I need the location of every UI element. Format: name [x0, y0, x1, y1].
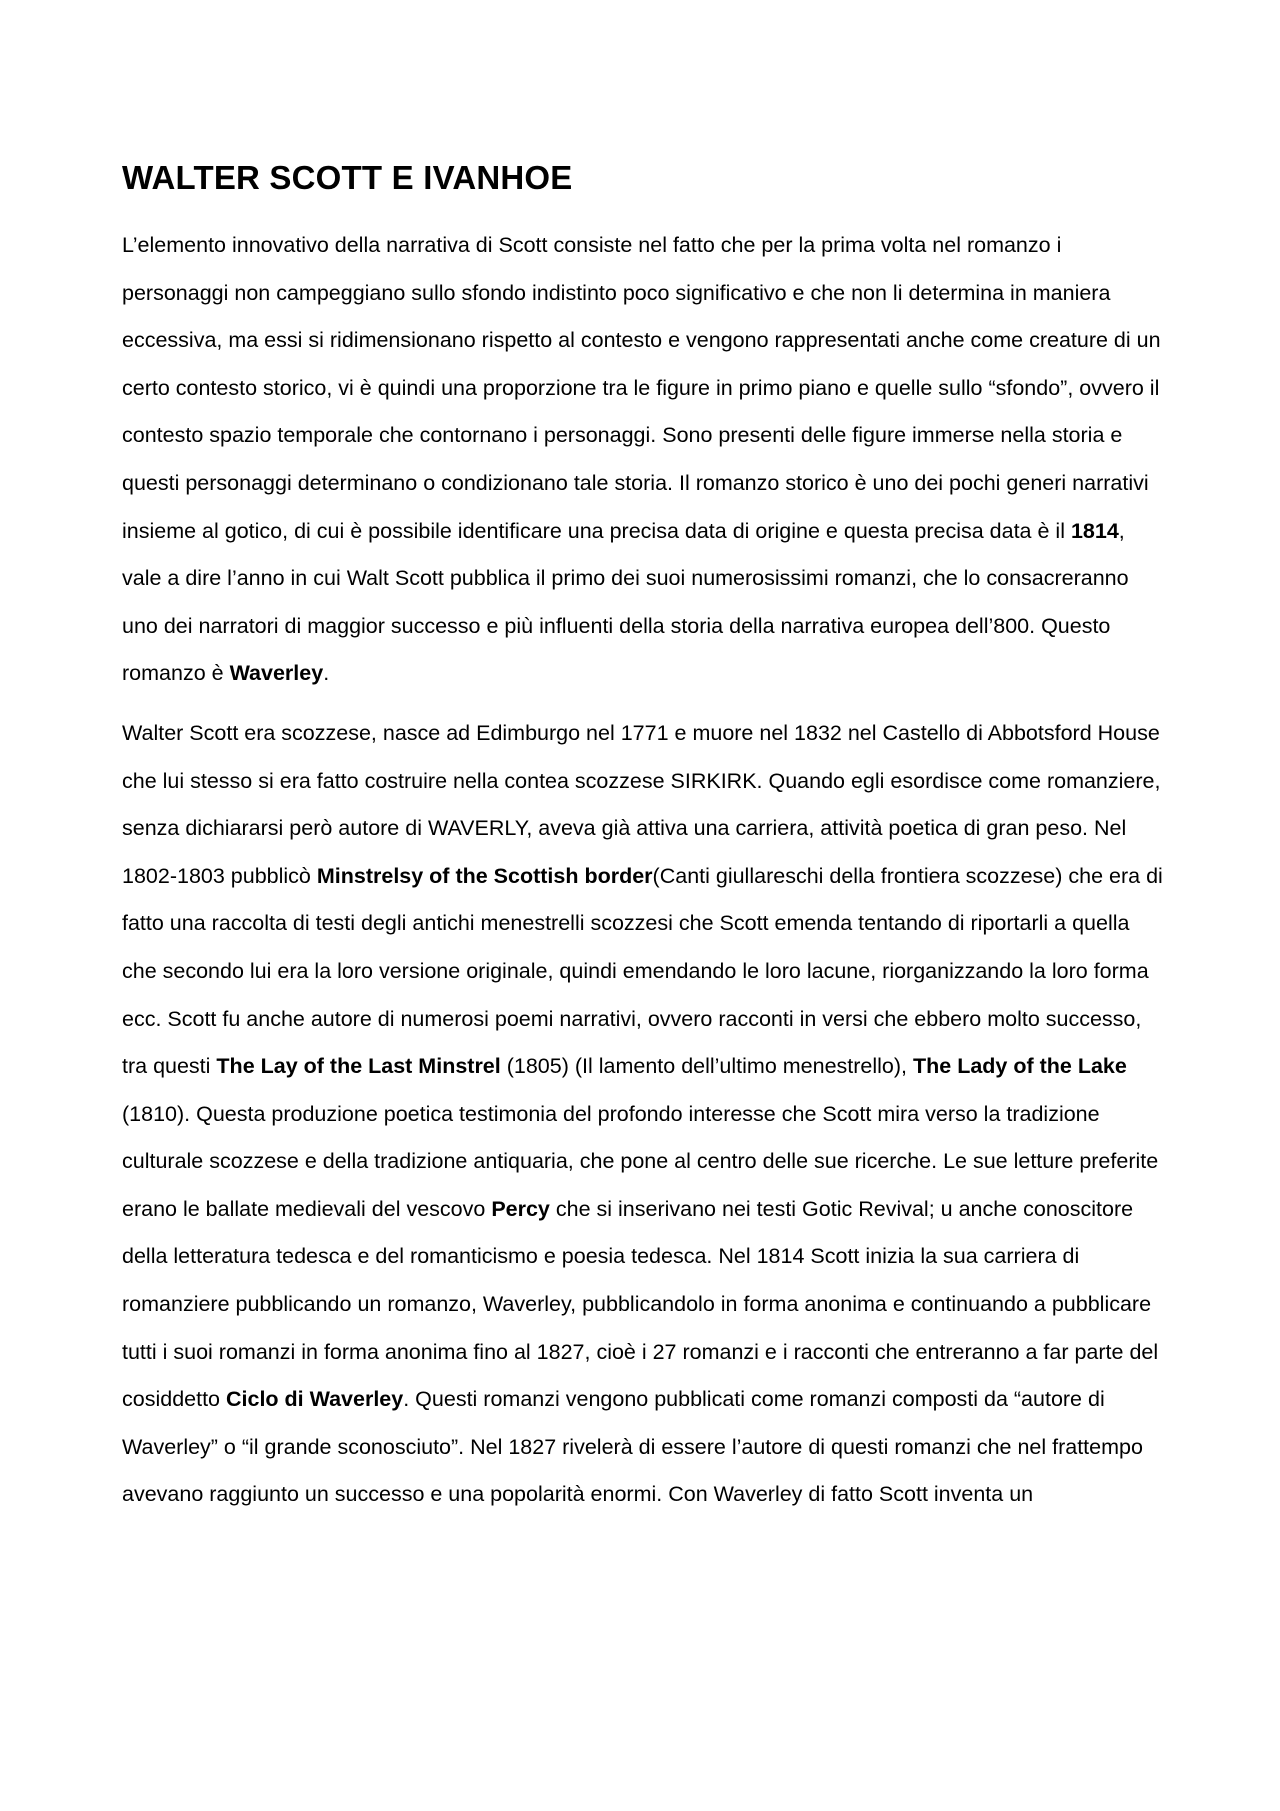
paragraph-2-text-6: . Questi romanzi vengono pubblicati come romanzi composti da “autore di Waverley” o “il grande sconosciuto”. Nel 1827 rivelerà di essere l’autore di questi romanzi che nel frattempo avevano raggiunto un successo e una popolarità enormi. Con Waverley di fatto Scott inventa un — [122, 1387, 1143, 1507]
paragraph-1-text-2: , vale a dire l’anno in cui Walt Scott pubblica il primo dei suoi numerosissimi romanzi, che lo consacreranno uno dei narratori di maggior successo e più influenti della storia della narrativa europea dell’800. Questo romanzo è — [122, 518, 1129, 686]
paragraph-1 — [122, 222, 1164, 698]
ciclo-di-waverley: Ciclo di Waverley — [225, 1387, 404, 1412]
document-body — [122, 152, 1164, 1531]
novel-waverley: Waverley — [229, 661, 324, 686]
name-percy: Percy — [491, 1196, 550, 1221]
year-1814: 1814 — [1070, 518, 1119, 543]
work-minstrelsy: Minstrelsy of the Scottish border — [316, 863, 653, 888]
work-lady-of-the-lake: The Lady of the Lake — [913, 1054, 1127, 1079]
paragraph-2-text-3: (1805) (Il lamento dell’ultimo menestrello), — [500, 1054, 913, 1079]
paragraph-2-text-2: (Canti giullareschi della frontiera scozzese) che era di fatto una raccolta di testi degli antichi menestrelli scozzesi che Scott emenda tentando di riportarli a quella che secondo lui era la loro versione originale, quindi emendando le loro lacune, riorganizzando la loro forma ecc. Scott fu anche autore di numerosi poemi narrativi, ovvero racconti in versi che ebbero molto successo, tra questi — [122, 863, 1163, 1079]
document-title: WALTER SCOTT E IVANHOE — [122, 159, 573, 196]
paragraph-2-text-5: che si inserivano nei testi Gotic Revival; u anche conoscitore della letteratura tedesca e del romanticismo e poesia tedesca. Nel 1814 Scott inizia la sua carriera di romanziere pubblicando un romanzo, Waverley, pubblicandolo in forma anonima e continuando a pubblicare tutti i suoi romanzi in forma anonima fino al 1827, cioè i 27 romanzi e i racconti che entreranno a far parte del cosiddetto — [122, 1196, 1159, 1412]
paragraph-2-text-1: Walter Scott era scozzese, nasce ad Edimburgo nel 1771 e muore nel 1832 nel Castello di Abbotsford House che lui stesso si era fatto costruire nella contea scozzese SIRKIRK. Quando egli esordisce come romanziere, senza dichiararsi però autore di WAVERLY, aveva già attiva una carriera, attività poetica di gran peso. Nel 1802-1803 pubblicò — [122, 720, 1161, 888]
paragraph-1-text-3: . — [323, 661, 330, 686]
work-lay-last-minstrel: The Lay of the Last Minstrel — [216, 1054, 501, 1079]
paragraph-1-text-1: L’elemento innovativo della narrativa di Scott consiste nel fatto che per la prima volta nel romanzo i personaggi non campeggiano sullo sfondo indistinto poco significativo e che non li determina in maniera eccessiva, ma essi si ridimensionano rispetto al contesto e vengono rappresentati anche come creature di un certo contesto storico, vi è quindi una proporzione tra le figure in primo piano e quelle sullo “sfondo”, ovvero il contesto spazio temporale che contornano i personaggi. Sono presenti delle figure immerse nella storia e questi personaggi determinano o condizionano tale storia. Il romanzo storico è uno dei pochi generi narrativi insieme al gotico, di cui è possibile identificare una precisa data di origine e questa precisa data è il — [122, 233, 1161, 543]
paragraph-2 — [122, 710, 1164, 1519]
paragraph-2-text-4: (1810). Questa produzione poetica testimonia del profondo interesse che Scott mira verso la tradizione culturale scozzese e della tradizione antiquaria, che pone al centro delle sue ricerche. Le sue letture preferite erano le ballate medievali del vescovo — [122, 1101, 1159, 1221]
